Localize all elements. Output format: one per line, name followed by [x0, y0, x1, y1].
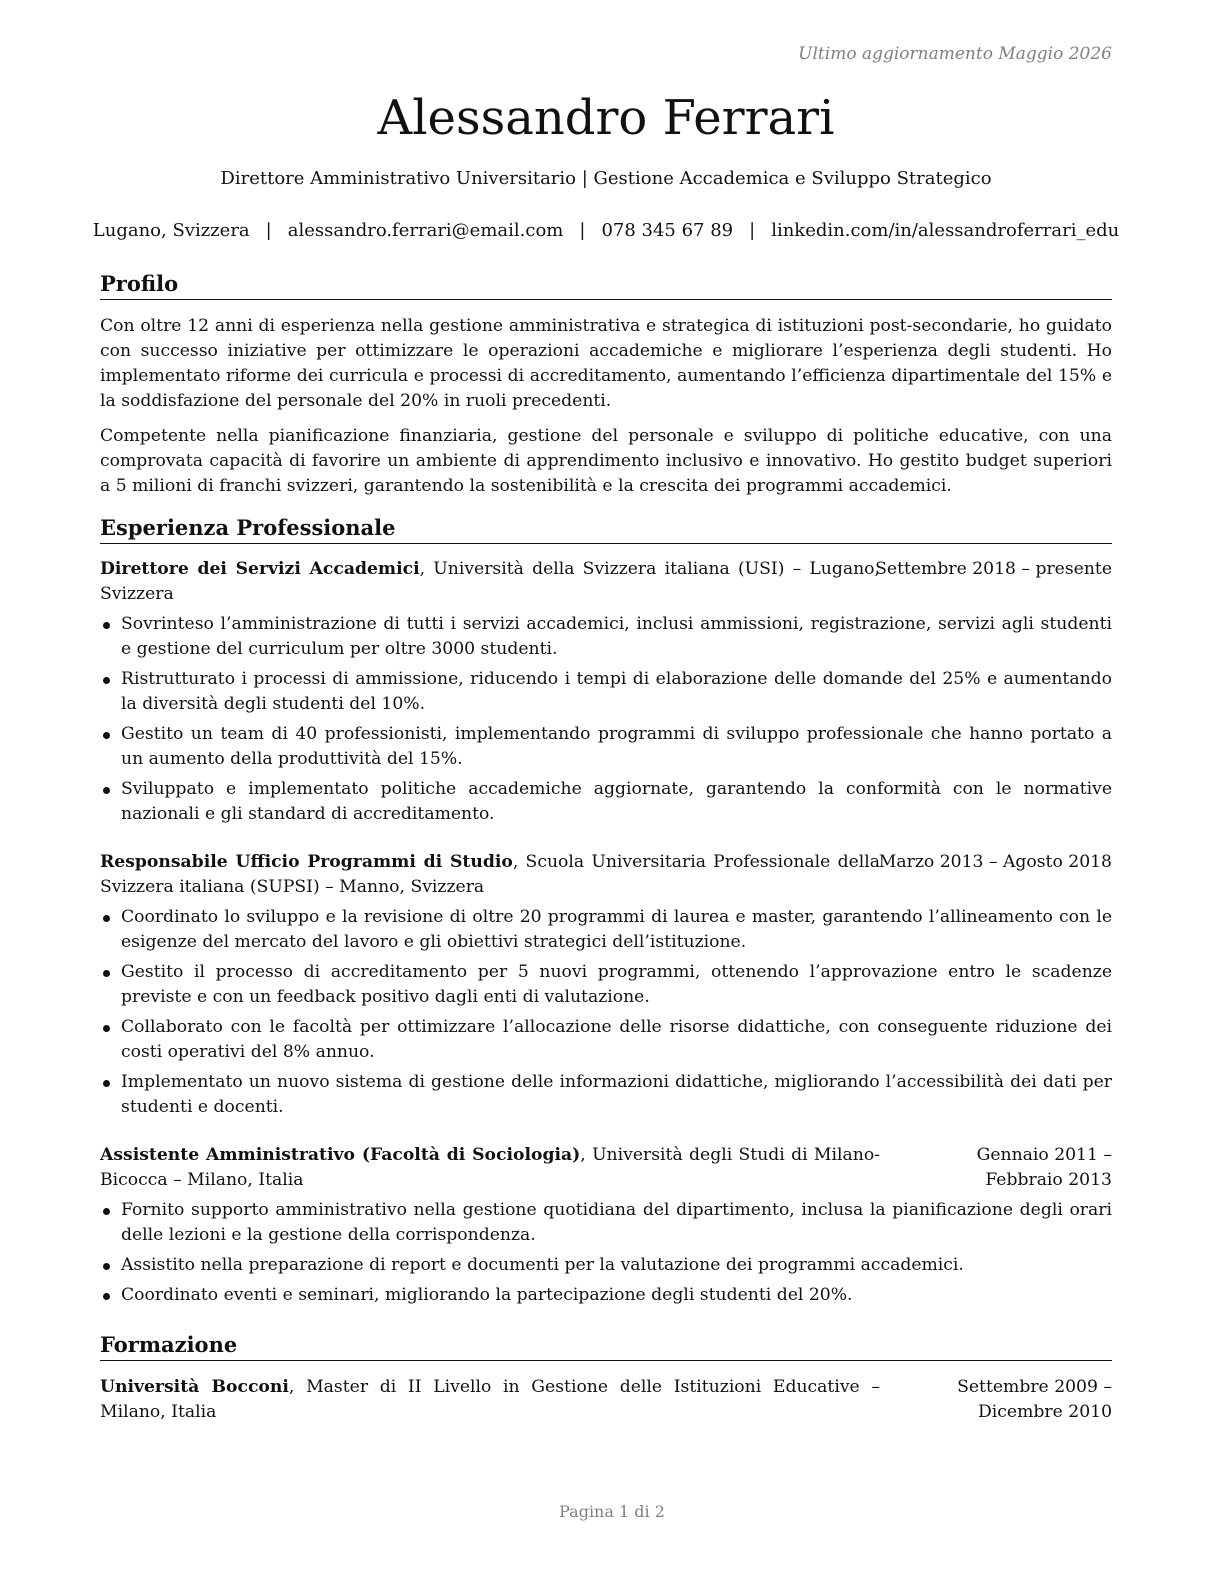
bullet-text: Sovrinteso l’amministrazione di tutti i servizi accademici, inclusi ammissioni, registrazione, servizi agli studenti e gestione del curriculum per oltre 3000 studenti. — [121, 614, 1112, 659]
bullet-icon — [103, 622, 110, 629]
job-bullets — [100, 612, 1112, 832]
bullet-text: Ristrutturato i processi di ammissione, riducendo i tempi di elaborazione delle domande del 25% e aumentando la diversità degli studenti del 10%. — [121, 669, 1112, 714]
bullet-text: Gestito un team di 40 professionisti, implementando programmi di sviluppo professionale che hanno portato a un aumento della produttività del 15%. — [121, 724, 1112, 769]
job-dates: Marzo 2013 – Agosto 2018 — [878, 852, 1112, 872]
section-title-education: Formazione — [100, 1331, 1112, 1361]
job-title-line — [100, 850, 880, 900]
bullet-text: Collaborato con le facoltà per ottimizzare l’allocazione delle risorse didattiche, con conseguente riduzione dei costi operativi del 8% annuo. — [121, 1017, 1112, 1062]
contact-separator: | — [265, 220, 272, 241]
job-title-line — [100, 557, 880, 607]
bullet-icon — [103, 1293, 110, 1300]
headline: Direttore Amministrativo Universitario | Gestione Accademica e Sviluppo Strategico — [220, 168, 992, 189]
bullet-icon — [103, 1263, 110, 1270]
bullet-icon — [103, 787, 110, 794]
job-role: Assistente Amministrativo (Facoltà di Sociologia) — [100, 1145, 581, 1165]
education-school: Università Bocconi — [100, 1377, 289, 1397]
bullet-icon — [103, 732, 110, 739]
education-dates: Settembre 2009 – Dicembre 2010 — [957, 1377, 1112, 1422]
bullet-icon — [103, 677, 110, 684]
list-item — [100, 612, 1112, 662]
list-item — [100, 1015, 1112, 1065]
contact-line — [90, 218, 1122, 244]
education-title-line — [100, 1375, 880, 1425]
bullet-text: Assistito nella preparazione di report e documenti per la valutazione dei programmi accademici. — [121, 1255, 964, 1275]
list-item — [100, 722, 1112, 772]
contact-location: Lugano, Svizzera — [92, 220, 250, 241]
job-title-line — [100, 1143, 880, 1193]
education-detail: , Master di II Livello in Gestione delle Istituzioni Educative – Milano, Italia — [100, 1377, 880, 1422]
job-role: Direttore dei Servizi Accademici — [100, 559, 420, 579]
profile-paragraph: Competente nella pianificazione finanziaria, gestione del personale e sviluppo di politiche educative, con una comprovata capacità di favorire un ambiente di apprendimento inclusivo e innovativo. Ho gestito budget superiori a 5 milioni di franchi svizzeri, garantendo la sostenibilità e la crescita dei programmi accademici. — [100, 426, 1112, 496]
candidate-name: Alessandro Ferrari — [377, 90, 835, 146]
job-role: Responsabile Ufficio Programmi di Studio — [100, 852, 513, 872]
page-number: Pagina 1 di 2 — [559, 1502, 665, 1521]
bullet-text: Gestito il processo di accreditamento per 5 nuovi programmi, ottenendo l’approvazione entro le scadenze previste e con un feedback positivo dagli enti di valutazione. — [121, 962, 1112, 1007]
section-title-profile: Profilo — [100, 270, 1112, 300]
bullet-text: Sviluppato e implementato politiche accademiche aggiornate, garantendo la conformità con le normative nazionali e gli standard di accreditamento. — [121, 779, 1112, 824]
contact-email[interactable]: alessandro.ferrari@email.com — [287, 220, 564, 241]
bullet-text: Fornito supporto amministrativo nella gestione quotidiana del dipartimento, inclusa la pianificazione degli orari delle lezioni e la gestione della corrispondenza. — [121, 1200, 1112, 1245]
job-dates: Gennaio 2011 – Febbraio 2013 — [976, 1145, 1112, 1190]
job-organization: , Università degli Studi di Milano-Bicocca – Milano, Italia — [100, 1145, 880, 1190]
contact-phone[interactable]: 078 345 67 89 — [601, 220, 734, 241]
bullet-icon — [103, 915, 110, 922]
bullet-icon — [103, 1208, 110, 1215]
bullet-icon — [103, 1080, 110, 1087]
list-item — [100, 1283, 1112, 1308]
profile-paragraph: Con oltre 12 anni di esperienza nella gestione amministrativa e strategica di istituzioni post-secondarie, ho guidato con successo iniziative per ottimizzare le operazioni accademiche e migliorare l’esperienza degli studenti. Ho implementato riforme dei curricula e processi di accreditamento, aumentando l’efficienza dipartimentale del 15% e la soddisfazione del personale del 20% in ruoli precedenti. — [100, 316, 1112, 411]
list-item — [100, 777, 1112, 827]
bullet-icon — [103, 1025, 110, 1032]
job-dates: Settembre 2018 – presente — [875, 559, 1112, 579]
contact-linkedin[interactable]: linkedin.com/in/alessandroferrari_edu — [771, 220, 1120, 241]
job-organization: , Università della Svizzera italiana (USI) – Lugano, Svizzera — [100, 559, 880, 604]
job-organization: , Scuola Universitaria Professionale della Svizzera italiana (SUPSI) – Manno, Svizzera — [100, 852, 880, 897]
list-item — [100, 1070, 1112, 1120]
bullet-text: Coordinato eventi e seminari, migliorando la partecipazione degli studenti del 20%. — [121, 1285, 853, 1305]
list-item — [100, 960, 1112, 1010]
list-item — [100, 1198, 1112, 1248]
bullet-text: Coordinato lo sviluppo e la revisione di oltre 20 programmi di laurea e master, garantendo l’allineamento con le esigenze del mercato del lavoro e gli obiettivi strategici dell’istituzione. — [121, 907, 1112, 952]
contact-separator: | — [579, 220, 586, 241]
list-item — [100, 667, 1112, 717]
list-item — [100, 1253, 1112, 1278]
contact-separator: | — [749, 220, 756, 241]
section-title-experience: Esperienza Professionale — [100, 514, 1112, 544]
bullet-icon — [103, 970, 110, 977]
bullet-text: Implementato un nuovo sistema di gestione delle informazioni didattiche, migliorando l’accessibilità dei dati per studenti e docenti. — [121, 1072, 1112, 1117]
list-item — [100, 905, 1112, 955]
job-bullets — [100, 905, 1112, 1125]
last-updated: Ultimo aggiornamento Maggio 2026 — [798, 44, 1112, 64]
job-bullets — [100, 1198, 1112, 1313]
